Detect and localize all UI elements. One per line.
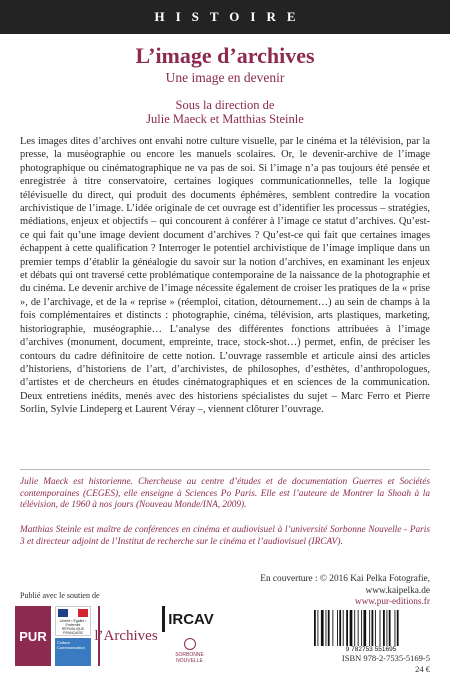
- summary-text: Les images dites d’archives ont envahi notre culture visuelle, par le cinéma et la télévision, par la presse, la muséographie ou encore les manuels scolaires. Or, le devenir-archive de l’image photographique ou cinématographique ne va pas de soi. Si l’image n’a pas toujours été pensée et enregistrée à titre conservatoire, certaines logiques communicationnelles, telle la logique télévisuelle du direct, qui produit des documents éphémères, semblent contredire la vocation archivistique de l’image. L’idée originale de cet ouvrage est d’identifier les processus – stratégies, médiations, enjeux et objectifs – qui concourent à conférer à l’image ce statut d’archives. Qu’est-ce qui fait qu’une image devient document d’archives ? Qu’est-ce qui fait que certaines images échappent à cette qualification ? Interroger le potentiel archivistique de l’image implique dans un premier temps d’établir la généalogie du savoir sur la notion d’archives, en examinant les enjeux et débats qui ont traversé cette problématique contemporaine de la naissance de la photographie et du cinéma. Le devenir archive de l’image nécessite également de croiser les pratiques de la « prise », de l’archivage, et de la « reprise » (réemploi, citation, détournement…) au sein de champs à la fois complémentaires et distincts : photographie, cinéma, télévision, arts plastiques, marketing, historiographie, muséographie… L’analyse des différentes fonctions attribuées à l’image d’archives (monument, document, empreinte, trace, stock-shot…) permet, enfin, de préciser les contours du cadre définitoire de cette notion. L’ouvrage rassemble et articule ainsi des articles d’historiens, d’historiens de l’art, d’archivistes, de philosophes, d’esthètes, d’anthropologues, d’artistes et de chercheurs en études cinématographiques et en sciences de la communication. Deux entretiens inédits, menés avec des historiens spécialistes du sujet – Marc Ferro et Pierre Sorlin, Sylvie Lindeperg et Laurent Véray –, viennent clôturer l’ouvrage.: [20, 136, 430, 416]
- barcode-bar: [339, 610, 341, 646]
- book-subtitle: Une image en devenir: [165, 70, 285, 85]
- sorbonne-logo-text: SORBONNE NOUVELLE: [175, 652, 204, 664]
- barcode-bar: [397, 610, 399, 646]
- barcode-bar: [380, 610, 381, 646]
- editors-block: [0, 98, 450, 126]
- sorbonne-nouvelle-logo: [162, 638, 217, 668]
- series-label: HISTOIRE: [154, 9, 307, 24]
- archives-logo: [94, 606, 158, 666]
- barcode-bar: [346, 610, 348, 646]
- support-label: Publié avec le soutien de: [20, 591, 100, 600]
- photographer-url[interactable]: www.kaipelka.de: [365, 585, 430, 596]
- barcode-bar: [343, 610, 344, 646]
- cover-credits: [220, 574, 430, 609]
- barcode-bar: [332, 610, 333, 646]
- barcode-digits: 9 782753 551695: [345, 646, 397, 653]
- price: 24 €: [415, 664, 430, 674]
- publisher-url[interactable]: www.pur-editions.fr: [354, 597, 430, 607]
- editors-names: Julie Maeck et Matthias Steinle: [146, 112, 304, 126]
- barcode: [312, 610, 430, 646]
- bio-steinle: Matthias Steinle est maître de conférences en cinéma et audiovisuel à l’université Sorbonne Nouvelle - Paris 3 et directeur adjoint de l’Institut de recherche sur le cinéma et l’audiovisuel (IRCAV).: [20, 525, 430, 547]
- barcode-bar: [363, 610, 366, 646]
- ircav-logo: [162, 606, 217, 632]
- book-title: L’image d’archives: [135, 43, 315, 68]
- pur-logo-text: PUR: [19, 628, 47, 644]
- barcode-bar: [317, 610, 318, 646]
- back-cover-summary: [20, 135, 430, 417]
- direction-line: Sous la direction de: [175, 98, 275, 112]
- barcode-bar: [321, 610, 324, 646]
- barcode-bar: [337, 610, 338, 646]
- barcode-bar: [395, 610, 396, 646]
- culture-logo-text: Culture Communication: [57, 640, 85, 650]
- barcode-bar: [358, 610, 359, 646]
- pur-logo: [15, 606, 51, 666]
- barcode-bar: [369, 610, 370, 646]
- barcode-bar: [361, 610, 362, 646]
- barcode-bar: [375, 610, 376, 646]
- barcode-bar: [354, 610, 355, 646]
- barcode-bar: [350, 610, 353, 646]
- divider: [20, 469, 430, 470]
- barcode-bar: [328, 610, 330, 646]
- culture-communication-logo: [55, 638, 91, 666]
- isbn: ISBN 978-2-7535-5169-5: [341, 653, 430, 663]
- rf-logo-text: Liberté • Égalité • Fraternité RÉPUBLIQUE FRANÇAISE: [59, 619, 87, 635]
- archives-logo-text: l’Archives: [94, 627, 158, 644]
- barcode-bar: [383, 610, 385, 646]
- barcode-bar: [389, 610, 391, 646]
- republique-francaise-logo: [55, 606, 91, 636]
- barcode-bar: [314, 610, 316, 646]
- french-flag-icon: [58, 609, 88, 617]
- barcode-bar: [372, 610, 374, 646]
- bio-maeck: Julie Maeck est historienne. Chercheuse au centre d’études et de documentation Guerres et Sociétés contemporaines (CEGES), elle enseigne à Sciences Po Paris. Elle est l’auteure de Montrer la Shoah à la télévision, de 1960 à nos jours (Nouveau Monde/INA, 2009).: [20, 477, 430, 511]
- sorbonne-crest-icon: [184, 638, 196, 650]
- ircav-logo-text: IRCAV: [168, 610, 214, 628]
- barcode-bar: [386, 610, 387, 646]
- cover-credit-line: En couverture : © 2016 Kai Pelka Fotografie,: [260, 574, 430, 584]
- barcode-bar: [326, 610, 327, 646]
